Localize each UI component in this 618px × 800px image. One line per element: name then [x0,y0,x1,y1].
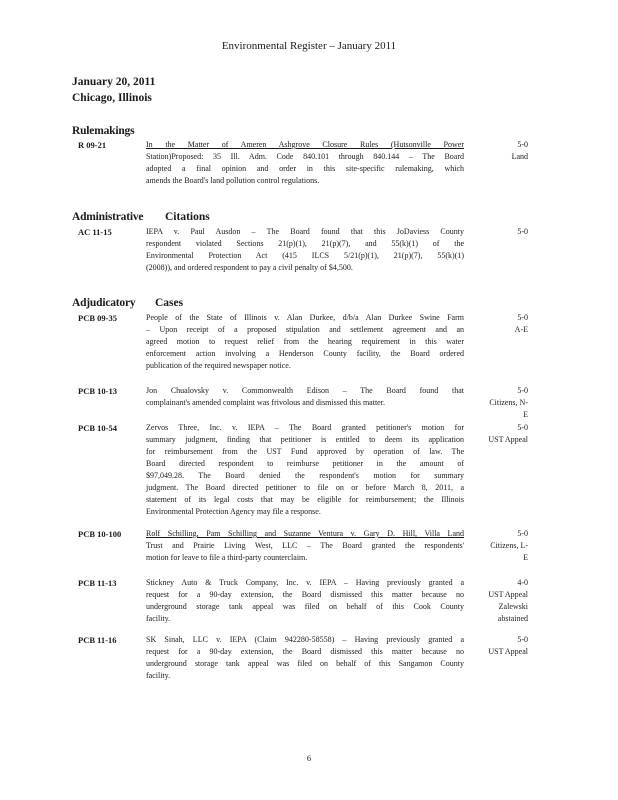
case-summary-line: In the Matter of Ameren Ashgrove Closure Rules (Hutsonville Power [146,140,464,149]
case-summary [146,312,464,372]
case-summary-line: underground storage tank appeal was filed on behalf of this Sangamon County [146,659,464,668]
case-summary [146,226,464,274]
case-summary [146,634,464,682]
page-header-title: Environmental Register – January 2011 [221,40,397,52]
case-summary-line: statement of its legal costs that may be eligible for reimbursement; the Illinois [146,495,464,504]
case-summary [146,139,464,187]
case-summary-line: underground storage tank appeal was filed on behalf of this Cook County [146,602,464,611]
case-summary [146,422,464,518]
case-summary-line: $97,049.28. The Board denied the respondent's motion for summary [146,471,464,480]
case-summary-line: Environmental Protection Act (415 ILCS 5/21(p)(1), 21(p)(7), 55(k)(1) [146,251,464,260]
case-summary-line: enforcement action involving a Henderson County facility, the Board ordered [146,349,464,358]
case-summary-line: complainant's amended complaint was frivolous and dismissed this matter. [146,398,385,407]
case-id: AC 11-15 [78,227,112,237]
case-summary-line: motion for leave to file a third-party counterclaim. [146,553,308,562]
vote-result [470,312,528,336]
case-id: PCB 11-16 [78,635,117,645]
case-id: PCB 10-54 [78,423,117,433]
vote-line: 5-0 [517,423,528,432]
case-summary [146,385,464,409]
case-id: PCB 10-13 [78,386,117,396]
case-id: PCB 11-13 [78,578,117,588]
case-id: PCB 09-35 [78,313,117,323]
vote-result [470,139,528,163]
case-summary-line: respondent violated Sections 21(p)(1), 21(p)(7), and 55(k)(1) of the [146,239,464,248]
vote-line: UST Appeal [488,647,528,656]
case-summary-line: Stickney Auto & Truck Company, Inc. v. IEPA – Having previously granted a [146,578,464,587]
meeting-date: January 20, 2011 [72,76,156,88]
page-number: 6 [306,753,312,763]
case-summary-line: Jon Chualovsky v. Commonwealth Edison – The Board found that [146,386,464,395]
case-summary-line: facility. [146,614,171,623]
case-summary-line: summary judgment, finding that petitioner is entitled to deem its application [146,435,464,444]
vote-line: 5-0 [517,140,528,149]
case-summary-line: request for a 90-day extension, the Board dismissed this matter because no [146,590,464,599]
case-summary-line: for reimbursement from the UST Fund approved by operation of law. The [146,447,464,456]
case-summary-line: request for a 90-day extension, the Board dismissed this matter because no [146,647,464,656]
vote-result [470,634,528,658]
meeting-place: Chicago, Illinois [72,92,152,104]
vote-result [470,226,528,238]
case-id: R 09-21 [78,140,107,150]
case-summary-line: – Upon receipt of a proposed stipulation and settlement agreement and an [146,325,464,334]
case-summary-line: publication of the required newspaper notice. [146,361,291,370]
section-rulemakings: Rulemakings [72,125,135,137]
vote-line: Zalewski [498,602,528,611]
vote-line: 4-0 [517,578,528,587]
case-summary-line: adopted a final opinion and order in this site-specific rulemaking, which [146,164,464,173]
section-cases: Cases [155,297,184,309]
vote-result [470,385,528,421]
case-summary-line: Rolf Schilling, Pam Schilling and Suzanne Ventura v. Gary D. Hill, Villa Land [146,529,464,538]
section-administrative: Administrative [72,211,144,223]
vote-line: 5-0 [517,635,528,644]
vote-line: 5-0 [517,227,528,236]
case-summary-line: SK Sinah, LLC v. IEPA (Claim 942280-58558) – Having previously granted a [146,635,464,644]
case-id: PCB 10-100 [78,529,122,539]
case-summary-line: facility. [146,671,171,680]
case-summary-line: Zervos Three, Inc. v. IEPA – The Board granted petitioner's motion for [146,423,464,432]
vote-line: Citizens, N- [489,398,528,407]
case-summary-line: IEPA v. Paul Ausdon – The Board found that this JoDaviess County [146,227,464,236]
vote-line: E [523,410,528,419]
vote-line: 5-0 [517,529,528,538]
case-summary-line: Station)Proposed: 35 Ill. Adm. Code 840.101 through 840.144 – The Board [146,152,464,161]
case-summary-line: judgment. The Board directed petitioner to file on or before March 8, 2011, a [146,483,464,492]
vote-line: A-E [514,325,528,334]
vote-line: UST Appeal [488,590,528,599]
vote-line: UST Appeal [488,435,528,444]
case-summary-line: Trust and Prairie Living West, LLC – The Board granted the respondents' [146,541,464,550]
vote-result [470,422,528,446]
case-summary [146,577,464,625]
case-summary-line: (2008)), and ordered respondent to pay a civil penalty of $4,500. [146,263,353,272]
vote-line: Citizens, L- [490,541,528,550]
case-summary [146,528,464,564]
case-summary-line: Board directed respondent to reimburse petitioner in the amount of [146,459,464,468]
vote-line: abstained [497,614,528,623]
case-summary-line: agreed motion to request relief from the hearing requirement in this water [146,337,464,346]
section-citations: Citations [165,211,210,223]
vote-line: E [523,553,528,562]
vote-line: 5-0 [517,386,528,395]
case-summary-line: People of the State of Illinois v. Alan Durkee, d/b/a Alan Durkee Swine Farm [146,313,464,322]
vote-line: Land [511,152,528,161]
vote-result [470,577,528,625]
vote-line: 5-0 [517,313,528,322]
vote-result [470,528,528,564]
case-summary-line: amends the Board's land pollution control regulations. [146,176,320,185]
case-summary-line: Environmental Protection Agency may file a response. [146,507,321,516]
section-adjudicatory: Adjudicatory [72,297,136,309]
